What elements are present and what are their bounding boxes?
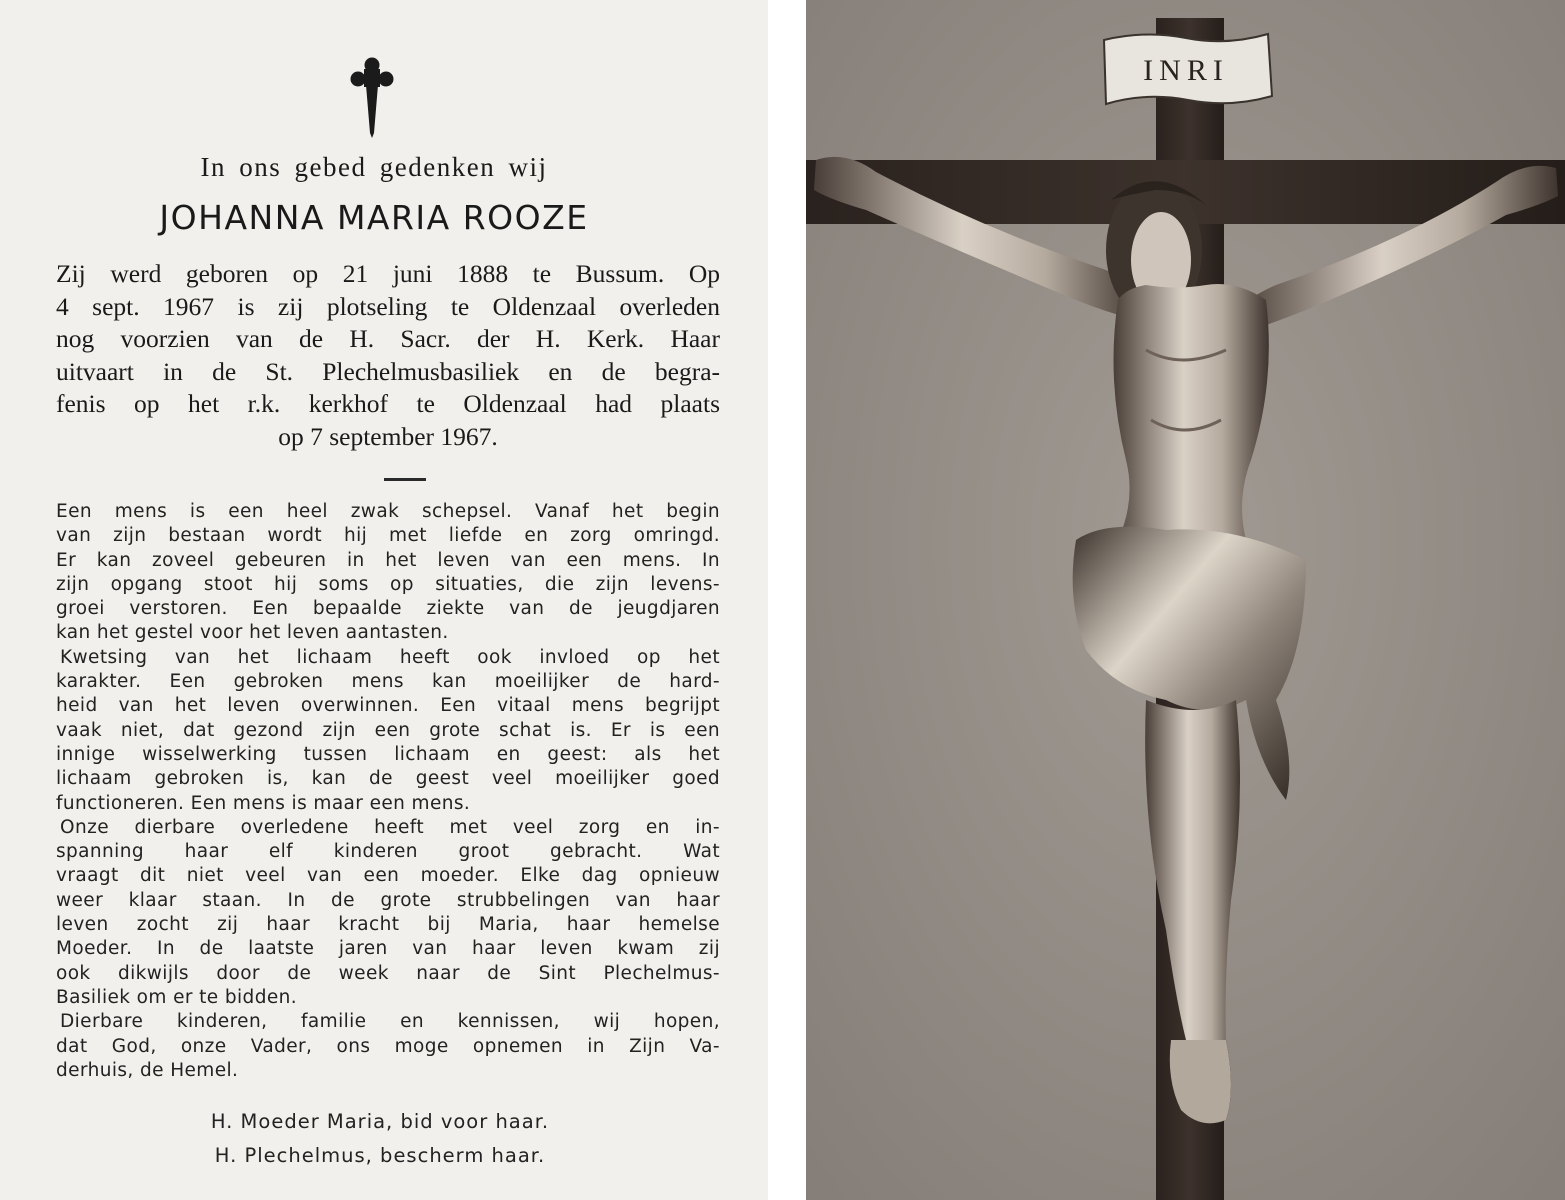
bio-line: op 7 september 1967. — [278, 421, 498, 451]
prayer-plechelmus: H. Plechelmus, bescherm haar. — [214, 1144, 546, 1167]
text-line: van zijn bestaan wordt hij met liefde en zorg omringd. — [56, 525, 720, 547]
intro-line: In ons gebed gedenken wij — [200, 152, 548, 182]
text-line: Dierbare kinderen, familie en kennissen, wij hopen, — [60, 1011, 720, 1033]
crucifix-illustration — [806, 0, 1565, 1200]
text-line: lichaam gebroken is, kan de geest veel moeilijker goed — [56, 768, 720, 790]
text-line: functioneren. Een mens is maar een mens. — [56, 792, 471, 814]
text-line: Kwetsing van het lichaam heeft ook invloed op het — [60, 646, 720, 668]
inri-text: INRI — [1143, 54, 1229, 87]
text-line: groei verstoren. Een bepaalde ziekte van de jeugdjaren — [56, 598, 720, 620]
text-line: kan het gestel voor het leven aantasten. — [56, 622, 449, 644]
text-line: Er kan zoveel gebeuren in het leven van een mens. In — [56, 549, 720, 571]
divider — [384, 478, 426, 481]
text-line: zijn opgang stoot hij soms op situaties, die zijn levens- — [56, 573, 720, 595]
text-line: derhuis, de Hemel. — [56, 1059, 239, 1081]
text-line: innige wisselwerking tussen lichaam en geest: als het — [56, 743, 720, 765]
text-line: Basiliek om er te bidden. — [56, 986, 298, 1008]
text-line: Moeder. In de laatste jaren van haar leven kwam zij — [56, 938, 720, 960]
bio-line: uitvaart in de St. Plechelmusbasiliek en de begra- — [56, 356, 720, 386]
text-line: weer klaar staan. In de grote strubbelingen van haar — [56, 889, 720, 911]
reflection-text — [56, 500, 720, 1083]
text-line: leven zocht zij haar kracht bij Maria, haar hemelse — [56, 914, 720, 936]
text-line: vaak niet, dat gezond zijn een grote schat is. Er is een — [56, 719, 720, 741]
bio-line: 4 sept. 1967 is zij plotseling te Oldenzaal overleden — [56, 291, 720, 321]
prayer-maria: H. Moeder Maria, bid voor haar. — [210, 1110, 550, 1133]
memorial-card-text-side — [0, 0, 768, 1200]
crucifix-photo — [806, 0, 1565, 1200]
text-line: Onze dierbare overledene heeft met veel zorg en in- — [60, 816, 720, 838]
deceased-name: JOHANNA MARIA ROOZE — [159, 198, 589, 237]
text-line: spanning haar elf kinderen groot gebracht. Wat — [56, 841, 720, 863]
bio-line: Zij werd geboren op 21 juni 1888 te Bussum. Op — [56, 259, 720, 288]
bio-line: nog voorzien van de H. Sacr. der H. Kerk. Haar — [56, 324, 720, 353]
text-line: karakter. Een gebroken mens kan moeilijker de hard- — [56, 671, 720, 693]
text-line: dat God, onze Vader, ons moge opnemen in Zijn Va- — [56, 1035, 720, 1057]
text-line: ook dikwijls door de week naar de Sint Plechelmus- — [56, 962, 720, 984]
text-line: heid van het leven overwinnen. Een vitaal mens begrijpt — [56, 695, 720, 717]
biography — [56, 258, 720, 453]
cross-icon — [344, 55, 400, 139]
bio-line: fenis op het r.k. kerkhof te Oldenzaal had plaats — [56, 389, 720, 418]
text-line: Een mens is een heel zwak schepsel. Vanaf het begin — [56, 501, 720, 522]
text-line: vraagt dit niet veel van een moeder. Elke dag opnieuw — [56, 865, 720, 887]
